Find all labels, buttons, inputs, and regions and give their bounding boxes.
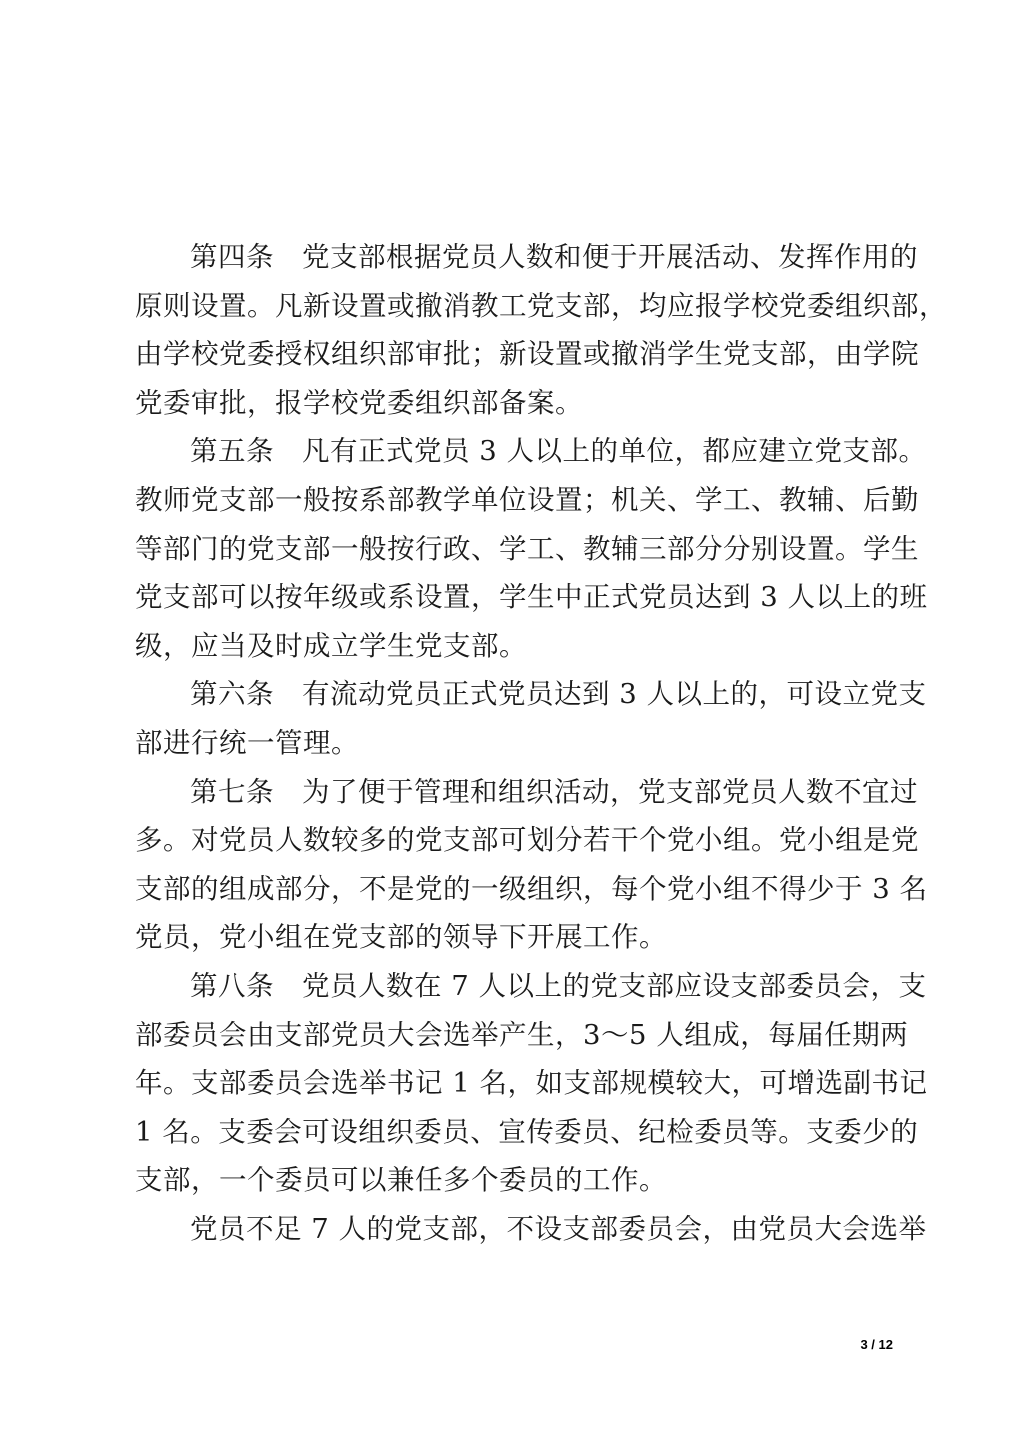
text-line: 部委员会由支部党员大会选举产生，3～5 人组成，每届任期两: [135, 1018, 909, 1051]
article-6-paragraph: [135, 670, 927, 767]
article-5-paragraph: [135, 427, 928, 670]
text-line: 等部门的党支部一般按行政、学工、教辅三部分分别设置。学生: [135, 532, 919, 565]
text-line: 党员不足 7 人的党支部，不设支部委员会，由党员大会选举: [190, 1212, 927, 1245]
document-body: [135, 233, 947, 1253]
text-line: 第四条 党支部根据党员人数和便于开展活动、发挥作用的: [190, 241, 918, 273]
text-line: 第六条 有流动党员正式党员达到 3 人以上的，可设立党支: [190, 678, 927, 711]
text-line: 多。对党员人数较多的党支部可划分若干个党小组。党小组是党: [135, 824, 919, 857]
text-line: 教师党支部一般按系部教学单位设置；机关、学工、教辅、后勤: [135, 483, 919, 516]
text-line: 年。支部委员会选举书记 1 名，如支部规模较大，可增选副书记: [135, 1067, 928, 1100]
text-line: 第八条 党员人数在 7 人以上的党支部应设支部委员会，支: [190, 969, 927, 1002]
text-line: 党委审批，报学校党委组织部备案。: [135, 386, 583, 419]
text-line: 第五条 凡有正式党员 3 人以上的单位，都应建立党支部。: [190, 435, 927, 468]
text-line: 党支部可以按年级或系设置，学生中正式党员达到 3 人以上的班: [135, 581, 928, 614]
text-line: 部进行统一管理。: [135, 726, 359, 759]
article-7-paragraph: [135, 768, 928, 962]
text-line: 第七条 为了便于管理和组织活动，党支部党员人数不宜过: [190, 775, 918, 808]
article-8-paragraph: [135, 962, 928, 1205]
text-line: 级，应当及时成立学生党支部。: [135, 629, 527, 662]
page-number: 3 / 12: [860, 1337, 893, 1352]
text-line: 支部，一个委员可以兼任多个委员的工作。: [135, 1164, 667, 1197]
text-line: 1 名。支委会可设组织委员、宣传委员、纪检委员等。支委少的: [135, 1115, 919, 1148]
article-4-paragraph: [135, 233, 947, 427]
text-line: 支部的组成部分，不是党的一级组织，每个党小组不得少于 3 名: [135, 872, 928, 905]
text-line: 由学校党委授权组织部审批；新设置或撤消学生党支部，由学院: [135, 338, 919, 371]
small-branch-paragraph: [135, 1205, 927, 1254]
text-line: 党员，党小组在党支部的领导下开展工作。: [135, 921, 667, 954]
text-line: 原则设置。凡新设置或撤消教工党支部，均应报学校党委组织部，: [135, 289, 947, 322]
